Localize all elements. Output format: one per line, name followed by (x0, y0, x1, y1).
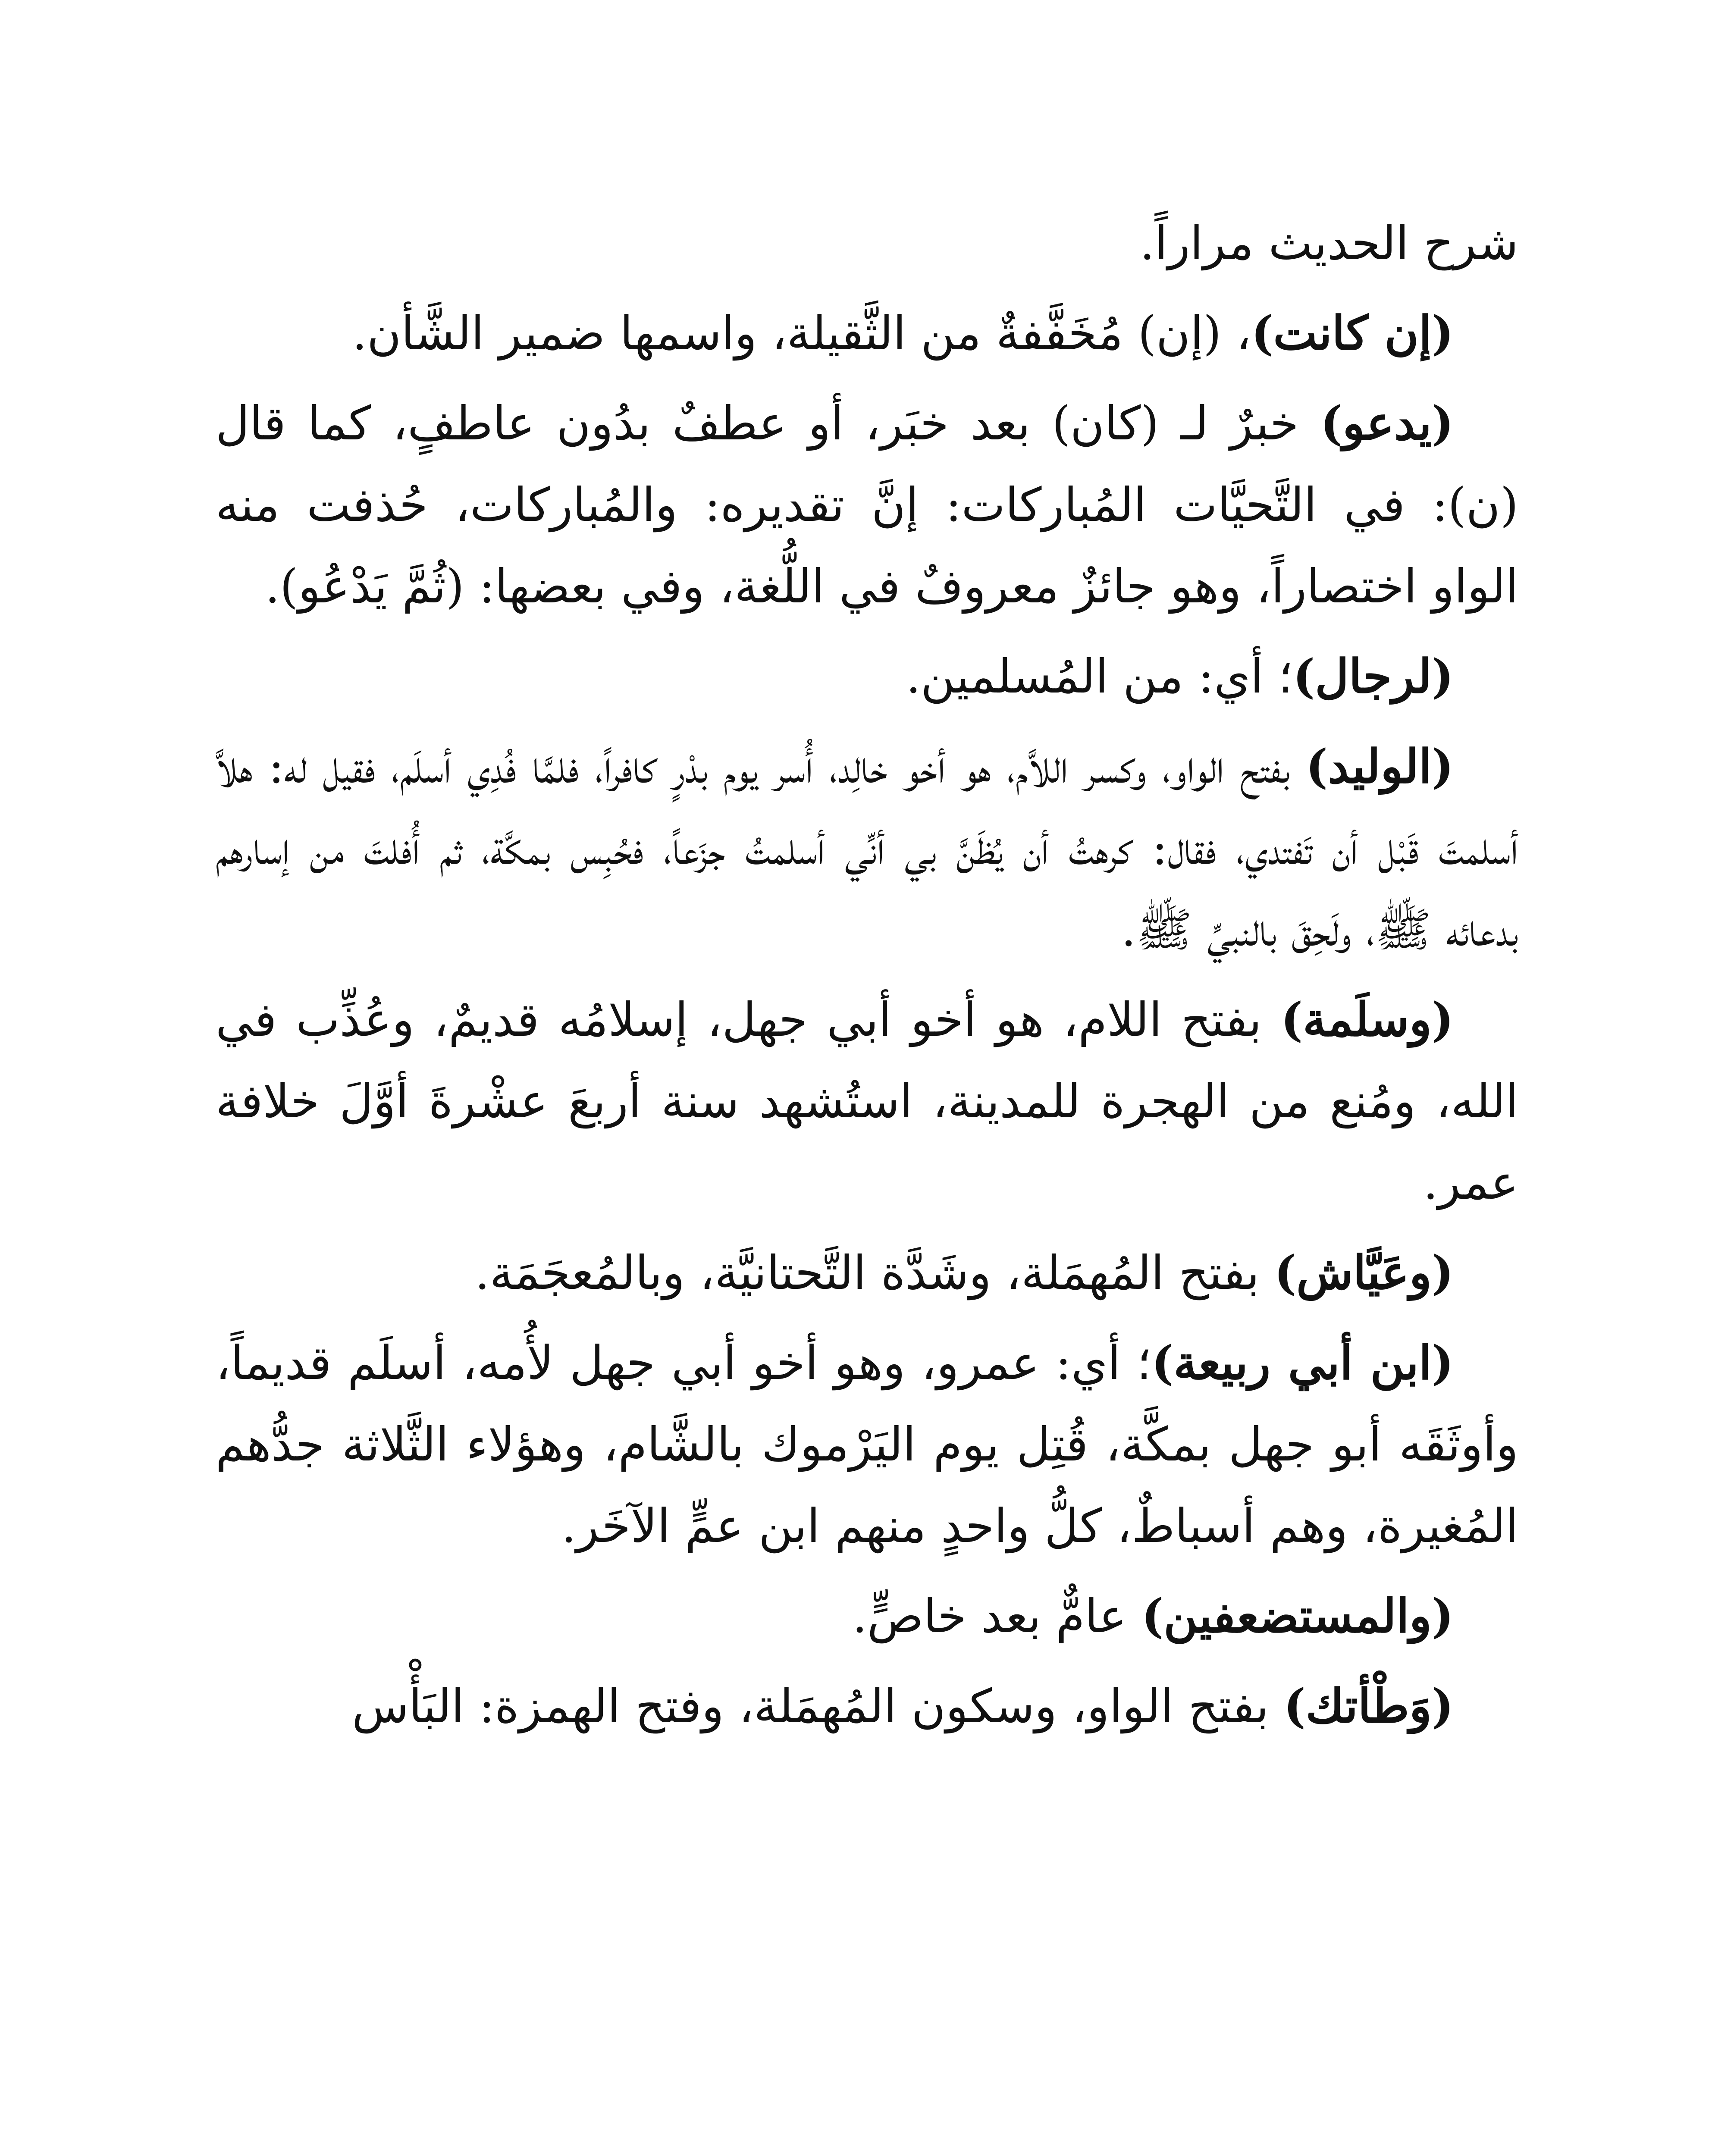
paragraph (216, 979, 1518, 1224)
paragraph-text: ، (إن) مُخَفَّفةٌ من الثَّقيلة، واسمها ضمير الشَّأن. (352, 307, 1251, 360)
paragraph-term: (وسلَمة) (1281, 993, 1454, 1047)
paragraph-term: (ابن أبي ربيعة) (1151, 1336, 1454, 1390)
paragraph (216, 383, 1518, 627)
paragraph-text: بفتح اللام، هو أخو أبي جهل، إسلامُه قديمٌ، وعُذِّب في الله، ومُنع من الهجرة للمدينة، استُشهد سنة أربعَ عشْرةَ أوَّلَ خلافة عمر. (216, 993, 1518, 1210)
paragraph-text: بفتح الواو، وكسر اللاَّم، هو أخو خالِد، أُسر يوم بدْرٍ كافراً، فلمَّا فُدِي أسلَم، فقيل له: هلاَّ أسلمتَ قَبْل أن تَفتدي، فقال: كرهتُ أن يُظَنَّ بي أنِّي أسلمتُ جزَعاً، فحُبِس بمكَّة، ثم أُفلتَ من إسارهم بدعائه ﷺ، ولَحِقَ بالنبيِّ ﷺ. (216, 740, 1518, 957)
paragraph-text: عامٌّ بعد خاصٍّ. (852, 1589, 1142, 1643)
paragraph (216, 1666, 1518, 1747)
paragraph-text: بفتح المُهمَلة، وشَدَّة التَّحتانيَّة، وبالمُعجَمَة. (475, 1246, 1274, 1300)
paragraph (216, 1576, 1518, 1657)
paragraph-text: خبرٌ لـ (كان) بعد خبَر، أو عطفٌ بدُون عاطفٍ، كما قال (ن): في التَّحيَّات المُباركات: إنَّ تقديره: والمُباركات، حُذفت منه الواو اختصاراً، وهو جائزٌ معروفٌ في اللُّغة، وفي بعضها: (ثُمَّ يَدْعُو). (216, 397, 1518, 614)
paragraph (216, 636, 1518, 718)
paragraph (216, 1232, 1518, 1314)
paragraph-term: (وعَيَّاش) (1274, 1246, 1454, 1300)
paragraph-term: (لرجال) (1293, 649, 1454, 704)
main-text (216, 203, 1518, 1756)
paragraph-text: بفتح الواو، وسكون المُهمَلة، وفتح الهمزة: البَأْس (352, 1680, 1284, 1733)
paragraph-text: ؛ أي: عمرو، وهو أخو أبي جهل لأُمه، أسلَم قديماً، وأوثَقَه أبو جهل بمكَّة، قُتِل يوم اليَرْموك بالشَّام، وهؤلاء الثَّلاثة جدُّهم المُغيرة، وهم أسباطٌ، كلُّ واحدٍ منهم ابن عمٍّ الآخَر. (216, 1336, 1518, 1553)
paragraph (216, 293, 1518, 374)
paragraph-term: (يدعو) (1320, 396, 1454, 451)
paragraph-term: (إن كانت) (1251, 306, 1454, 360)
paragraph-term: (وَطْأتك) (1283, 1679, 1454, 1733)
paragraph-term: (والمستضعفين) (1141, 1589, 1454, 1643)
paragraph-text: ؛ أي: من المُسلمين. (906, 650, 1293, 704)
paragraph-text: شرح الحديث مراراً. (1140, 216, 1518, 270)
paragraph (216, 726, 1518, 971)
paragraph (216, 1322, 1518, 1567)
paragraph-term: (الوليد) (1305, 740, 1454, 794)
paragraph (216, 203, 1518, 284)
